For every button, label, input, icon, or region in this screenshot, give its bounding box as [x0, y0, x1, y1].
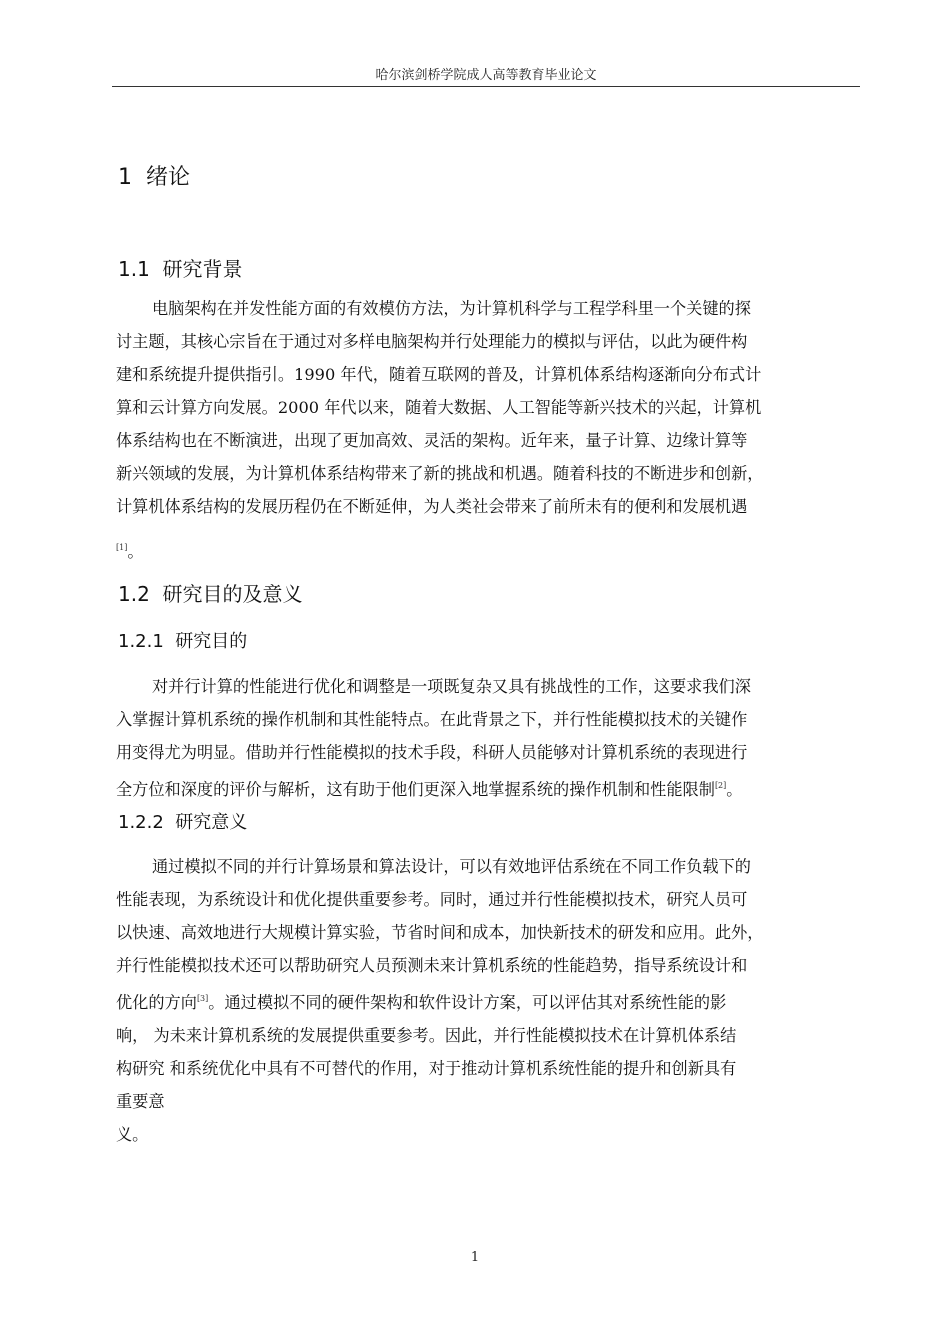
section-heading-1-1: [118, 253, 243, 282]
text-line: 用变得尤为明显。借助并行性能模拟的技术手段，科研人员能够对计算机系统的表现进行: [116, 743, 748, 762]
section-number: 1.1: [118, 257, 150, 281]
text-line: 并行性能模拟技术还可以帮助研究人员预测未来计算机系统的性能趋势，指导系统设计和: [116, 956, 748, 975]
text-line: 讨主题，其核心宗旨在于通过对多样电脑架构并行处理能力的模拟与评估，以此为硬件构: [116, 332, 748, 351]
text-line: 。通过模拟不同的硬件架构和软件设计方案，可以评估其对系统性能的影: [208, 993, 727, 1012]
text-line: 算和云计算方向发展。2000 年代以来，随着大数据、人工智能等新兴技术的兴起，计算机: [116, 398, 762, 417]
section-title: 研究背景: [162, 257, 243, 281]
text-line: 体系结构也在不断演进，出现了更加高效、灵活的架构。近年来，量子计算、边缘计算等: [116, 431, 748, 450]
text-line: 响， 为未来计算机系统的发展提供重要参考。因此，并行性能模拟技术在计算机体系结: [116, 1026, 737, 1045]
text-line: 义。: [116, 1125, 149, 1144]
paragraph-research-purpose: [116, 670, 861, 806]
text-line: 全方位和深度的评价与解析，这有助于他们更深入地掌握系统的操作机制和性能限制: [116, 780, 715, 799]
text-line: 建和系统提升提供指引。1990 年代，随着互联网的普及，计算机体系结构逐渐向分布式计: [116, 365, 762, 384]
paragraph-research-significance: [116, 850, 861, 1151]
section-title: 研究目的及意义: [162, 582, 303, 606]
citation-ref: [1]: [116, 543, 128, 552]
citation-ref: [2]: [714, 781, 727, 790]
section-heading-1-2: [118, 578, 303, 607]
chapter-title: 绪论: [146, 165, 191, 190]
page-number: 1: [470, 1250, 480, 1265]
text-line: 入掌握计算机系统的操作机制和其性能特点。在此背景之下，并行性能模拟技术的关键作: [116, 710, 748, 729]
text-line: 新兴领域的发展，为计算机体系结构带来了新的挑战和机遇。随着科技的不断进步和创新，: [116, 464, 764, 483]
subsection-number: 1.2.2: [118, 812, 164, 833]
text-line: 电脑架构在并发性能方面的有效模仿方法，为计算机科学与工程学科里一个关键的探: [152, 299, 751, 318]
text-line: 以快速、高效地进行大规模计算实验，节省时间和成本，加快新技术的研发和应用。此外，: [116, 923, 764, 942]
text-line: 对并行计算的性能进行优化和调整是一项既复杂又具有挑战性的工作，这要求我们深: [152, 677, 751, 696]
subsection-title: 研究目的: [175, 631, 248, 652]
text-line-tail: 。: [127, 542, 144, 561]
running-header: 哈尔滨剑桥学院成人高等教育毕业论文: [375, 68, 597, 83]
chapter-heading: [118, 160, 190, 191]
text-line: 计算机体系结构的发展历程仍在不断延伸，为人类社会带来了前所未有的便利和发展机遇: [116, 497, 748, 516]
text-line: 构研究 和系统优化中具有不可替代的作用，对于推动计算机系统性能的提升和创新具有: [116, 1059, 737, 1078]
paragraph-research-background: [116, 292, 861, 568]
subsection-heading-1-2-1: [118, 627, 247, 653]
subsection-heading-1-2-2: [118, 808, 247, 834]
subsection-title: 研究意义: [175, 812, 248, 833]
subsection-number: 1.2.1: [118, 631, 164, 652]
citation-ref: [3]: [196, 994, 209, 1003]
text-line: 通过模拟不同的并行计算场景和算法设计，可以有效地评估系统在不同工作负载下的: [152, 857, 751, 876]
chapter-number: 1: [118, 165, 132, 190]
text-line-tail: 。: [726, 780, 743, 799]
text-line: 优化的方向: [116, 993, 197, 1012]
text-line: 重要意: [116, 1092, 165, 1111]
section-number: 1.2: [118, 582, 150, 606]
header-rule: [112, 86, 860, 87]
text-line: 性能表现，为系统设计和优化提供重要参考。同时，通过并行性能模拟技术，研究人员可: [116, 890, 748, 909]
